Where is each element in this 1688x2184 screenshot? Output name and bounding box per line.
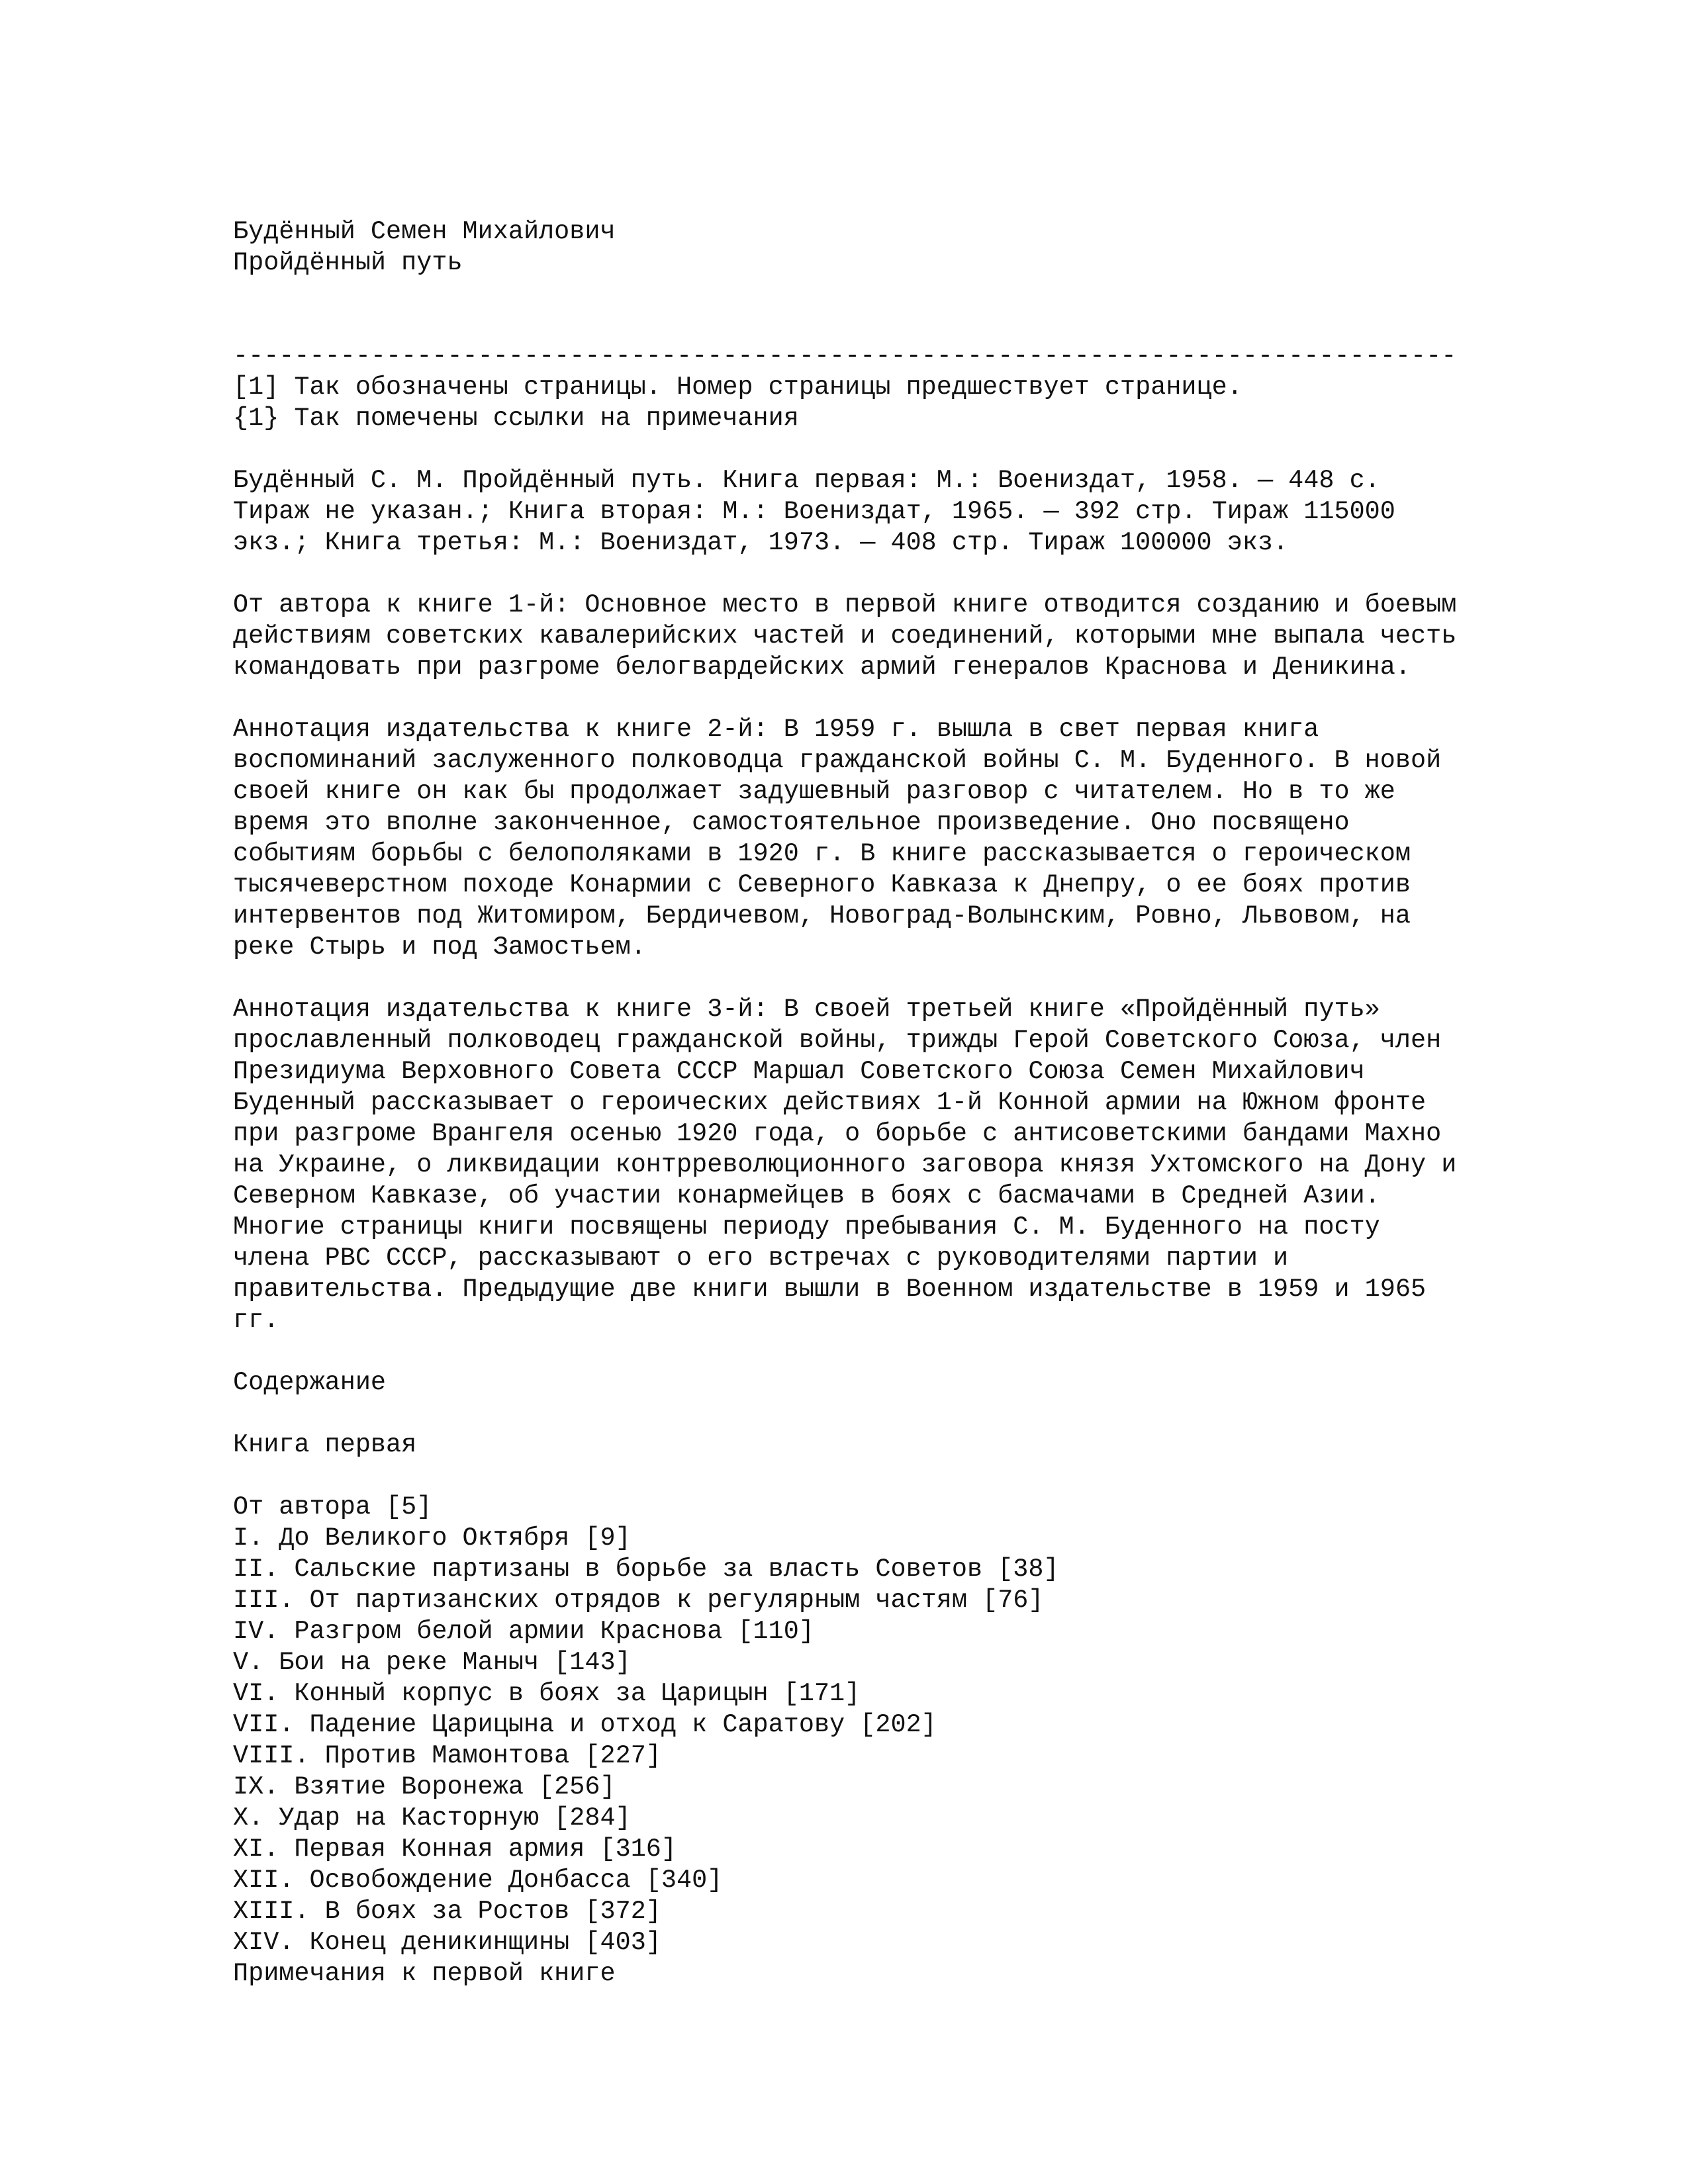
note-page-marker: [1] Так обозначены страницы. Номер страницы предшествует странице.: [233, 373, 1243, 402]
paragraph-line: Президиума Верховного Совета СССР Маршал Советского Союза Семен Михайлович: [233, 1057, 1365, 1086]
toc-entry-chapter-2[interactable]: II. Сальские партизаны в борьбе за власть Советов [38]: [233, 1555, 1059, 1584]
author-name: Будённый Семен Михайлович: [233, 217, 616, 246]
toc-entry-chapter-10[interactable]: X. Удар на Касторную [284]: [233, 1803, 631, 1833]
paragraph-line: командовать при разгроме белогвардейских армий генералов Краснова и Деникина.: [233, 653, 1411, 682]
paragraph-line: при разгроме Врангеля осенью 1920 года, о борьбе с антисоветскими бандами Махно: [233, 1119, 1442, 1148]
paragraph-line: реке Стырь и под Замостьем.: [233, 933, 646, 962]
table-of-contents: [233, 1492, 1557, 1989]
bibliography-paragraph: [233, 465, 1557, 559]
paragraph-line: Тираж не указан.; Книга вторая: М.: Воениздат, 1965. — 392 стр. Тираж 115000: [233, 497, 1395, 526]
toc-entry-chapter-1[interactable]: I. До Великого Октября [9]: [233, 1524, 631, 1553]
note-footnote-marker: {1} Так помечены ссылки на примечания: [233, 404, 799, 433]
paragraph-line: гг.: [233, 1306, 279, 1335]
paragraph-line: время это вполне законченное, самостоятельное произведение. Оно посвящено: [233, 808, 1350, 837]
toc-entry-chapter-7[interactable]: VII. Падение Царицына и отход к Саратову [202]: [233, 1710, 937, 1739]
paragraph-line: Будённый С. М. Пройдённый путь. Книга первая: М.: Воениздат, 1958. — 448 с.: [233, 466, 1380, 495]
document-header: [233, 216, 1557, 279]
paragraph-line: члена РВС СССР, рассказывают о его встречах с руководителями партии и: [233, 1244, 1289, 1273]
toc-entry-notes[interactable]: Примечания к первой книге: [233, 1959, 616, 1988]
toc-entry-chapter-12[interactable]: XII. Освобождение Донбасса [340]: [233, 1866, 723, 1895]
paragraph-line: воспоминаний заслуженного полководца гражданской войны С. М. Буденного. В новой: [233, 746, 1442, 775]
contents-heading: Содержание: [233, 1368, 387, 1397]
paragraph-line: Буденный рассказывает о героических действиях 1-й Конной армии на Южном фронте: [233, 1088, 1427, 1117]
paragraph-line: Многие страницы книги посвящены периоду пребывания С. М. Буденного на посту: [233, 1212, 1380, 1242]
toc-entry-chapter-14[interactable]: XIV. Конец деникинщины [403]: [233, 1928, 661, 1957]
toc-entry-chapter-6[interactable]: VI. Конный корпус в боях за Царицын [171]: [233, 1679, 861, 1708]
paragraph-line: тысячеверстном походе Конармии с Северного Кавказа к Днепру, о ее боях против: [233, 870, 1411, 899]
annotation-book3: [233, 994, 1557, 1336]
paragraph-line: Аннотация издательства к книге 3-й: В своей третьей книге «Пройдённый путь»: [233, 995, 1380, 1024]
paragraph-line: Северном Кавказе, об участии конармейцев в боях с басмачами в Средней Азии.: [233, 1181, 1380, 1210]
paragraph-line: событиям борьбы с белополяками в 1920 г. В книге рассказывается о героическом: [233, 839, 1411, 868]
paragraph-line: правительства. Предыдущие две книги вышли в Военном издательстве в 1959 и 1965: [233, 1275, 1427, 1304]
paragraph-line: прославленный полководец гражданской войны, трижды Герой Советского Союза, член: [233, 1026, 1442, 1055]
toc-entry-chapter-4[interactable]: IV. Разгром белой армии Краснова [110]: [233, 1617, 814, 1646]
toc-entry-chapter-9[interactable]: IX. Взятие Воронежа [256]: [233, 1772, 616, 1801]
author-note-book1: [233, 590, 1557, 683]
toc-entry-chapter-3[interactable]: III. От партизанских отрядов к регулярным частям [76]: [233, 1586, 1044, 1615]
paragraph-line: Аннотация издательства к книге 2-й: В 1959 г. вышла в свет первая книга: [233, 715, 1319, 744]
paragraph-line: действиям советских кавалерийских частей и соединений, которыми мне выпала честь: [233, 621, 1457, 651]
separator-line: --------------------------------------------------------------------------------: [233, 341, 1457, 371]
paragraph-line: на Украине, о ликвидации контрреволюционного заговора князя Ухтомского на Дону и: [233, 1150, 1457, 1179]
paragraph-line: экз.; Книга третья: М.: Воениздат, 1973. — 408 стр. Тираж 100000 экз.: [233, 528, 1289, 557]
toc-entry-chapter-13[interactable]: XIII. В боях за Ростов [372]: [233, 1897, 661, 1926]
notation-notes: [233, 372, 1557, 434]
book-one-heading: Книга первая: [233, 1430, 417, 1459]
toc-entry-chapter-8[interactable]: VIII. Против Мамонтова [227]: [233, 1741, 661, 1770]
toc-entry-preface[interactable]: От автора [5]: [233, 1492, 432, 1522]
paragraph-line: своей книге он как бы продолжает задушевный разговор с читателем. Но в то же: [233, 777, 1395, 806]
annotation-book2: [233, 714, 1557, 963]
book-title: Пройдённый путь: [233, 248, 463, 277]
document-page: [233, 216, 1557, 1989]
toc-entry-chapter-11[interactable]: XI. Первая Конная армия [316]: [233, 1835, 677, 1864]
paragraph-line: интервентов под Житомиром, Бердичевом, Новоград-Волынским, Ровно, Львовом, на: [233, 901, 1411, 931]
toc-entry-chapter-5[interactable]: V. Бои на реке Маныч [143]: [233, 1648, 631, 1677]
paragraph-line: От автора к книге 1-й: Основное место в первой книге отводится созданию и боевым: [233, 590, 1457, 619]
